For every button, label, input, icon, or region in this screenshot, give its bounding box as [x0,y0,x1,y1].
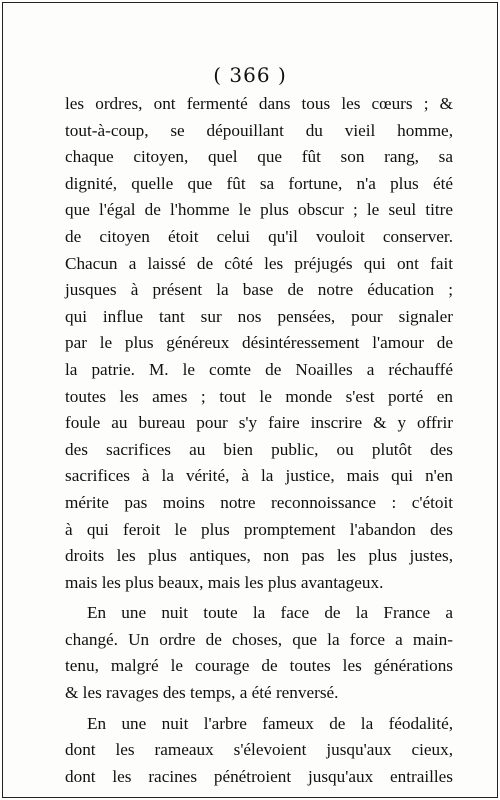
text-line: des sacrifices au bien public, ou plutôt des [65,439,453,459]
body-text [65,91,453,790]
text-line: la patrie. M. le comte de Noailles a réchauffé [65,359,453,379]
text-line: droits les plus antiques, non pas les plus justes, [65,546,453,566]
paragraph-1 [65,91,453,596]
page-number: ( 366 ) [213,63,287,87]
text-line: à qui feroit le plus promptement l'abandon des [65,519,453,539]
text-line: mais les plus beaux, mais les plus avantageux. [65,572,384,592]
text-line: toutes les ames ; tout le monde s'est porté en [65,386,453,406]
text-line: de citoyen étoit celui qu'il vouloit conserver. [65,226,453,246]
text-line: dont les rameaux s'élevoient jusqu'aux cieux, [65,740,453,760]
text-line: chaque citoyen, quel que fût son rang, sa [65,147,453,167]
text-line: changé. Un ordre de choses, que la force a main- [65,629,453,649]
text-line: & les ravages des temps, a été renversé. [65,683,339,703]
text-line: sacrifices à la vérité, à la justice, mais qui n'en [65,466,453,486]
text-line: que l'égal de l'homme le plus obscur ; le seul titre [65,200,453,220]
text-line: mérite pas moins notre reconnoissance : c'étoit [65,492,453,512]
text-line: tenu, malgré le courage de toutes les générations [65,656,453,676]
paragraph-2 [65,600,453,706]
text-line: tout-à-coup, se dépouillant du vieil homme, [65,120,453,140]
text-line: foule au bureau pour s'y faire inscrire & y offrir [65,413,453,433]
paragraph-3 [65,711,453,791]
text-line: par le plus généreux désintéressement l'amour de [65,333,453,353]
text-line: En une nuit toute la face de la France a [87,603,453,623]
text-line: En une nuit l'arbre fameux de la féodalité, [87,713,453,733]
text-line: dignité, quelle que fût sa fortune, n'a plus été [65,173,453,193]
book-page [2,2,498,798]
text-line: Chacun a laissé de côté les préjugés qui ont fait [65,253,453,273]
text-line: qui influe tant sur nos pensées, pour signaler [65,306,453,326]
text-line: jusques à présent la base de notre éducation ; [65,280,453,300]
text-line: les ordres, ont fermenté dans tous les cœurs ; & [65,94,453,113]
text-line: dont les racines pénétroient jusqu'aux entrailles [65,766,453,786]
